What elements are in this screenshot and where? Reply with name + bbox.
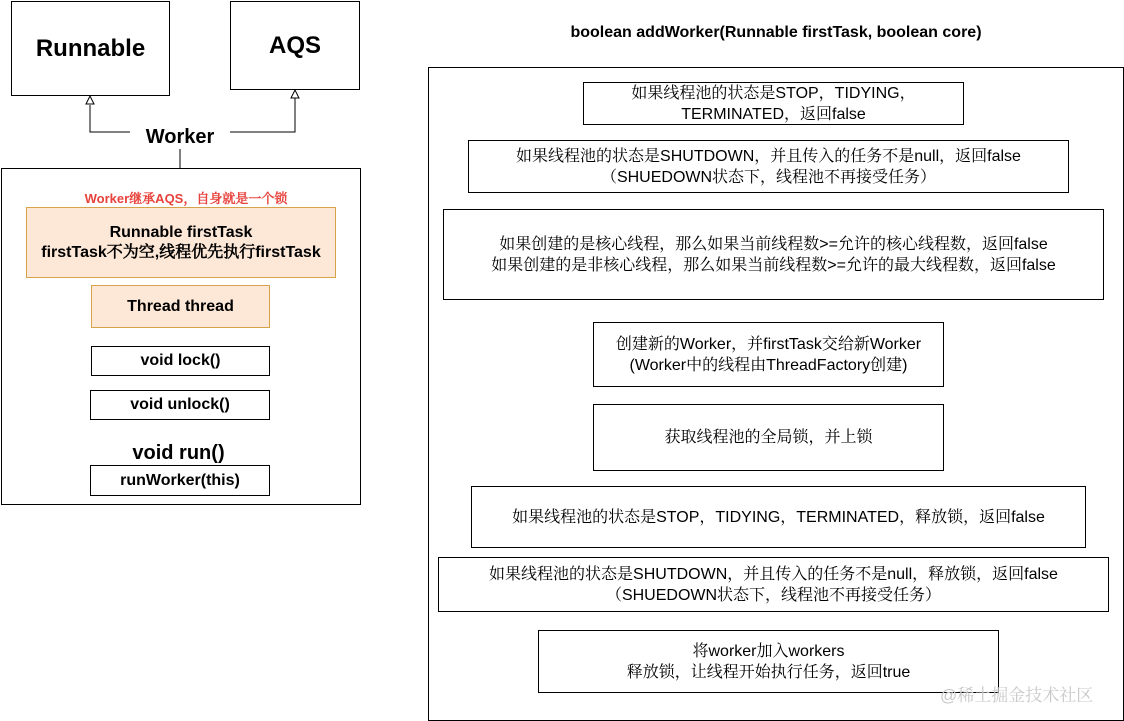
aqs-label: AQS [268, 31, 321, 59]
step-3-line-2: 如果创建的是非核心线程，那么如果当前线程数>=允许的最大线程数，返回false [491, 256, 1056, 274]
step-7-line-1: 如果线程池的状态是SHUTDOWN，并且传入的任务不是null，释放锁，返回false [489, 565, 1058, 583]
thread-field [91, 285, 270, 328]
lock-method [91, 346, 270, 376]
step-4-line-2: (Worker中的线程由ThreadFactory创建) [629, 356, 908, 374]
watermark: @稀土掘金技术社区 [940, 686, 1094, 705]
step-6-line-1: 如果线程池的状态是STOP，TIDYING，TERMINATED，释放锁，返回false [512, 508, 1045, 526]
aqs-class-box [230, 1, 360, 90]
step-4-line-1: 创建新的Worker，并firstTask交给新Worker [615, 335, 922, 353]
step-1-line-1: 如果线程池的状态是STOP，TIDYING， [631, 84, 916, 102]
runnable-class-box [11, 1, 170, 96]
step-5-box [593, 404, 944, 471]
run-method-title: void run() [132, 442, 225, 464]
inherit-arrow-aqs [291, 90, 299, 98]
run-worker-call [90, 465, 270, 496]
step-3-box [443, 209, 1104, 300]
step-2-line-2: （SHUEDOWN状态下，线程池不再接受任务） [600, 168, 937, 186]
worker-title: Worker [130, 126, 230, 149]
step-8-line-1: 将worker加入workers [692, 642, 845, 660]
step-1-line-2: TERMINATED，返回false [681, 105, 866, 123]
run-worker-label: runWorker(this) [120, 471, 240, 489]
worker-note: Worker继承AQS，自身就是一个锁 [84, 191, 288, 206]
inherit-arrow-runnable [86, 96, 94, 104]
step-5-line-1: 获取线程池的全局锁，并上锁 [664, 429, 873, 446]
step-6-box [471, 486, 1086, 548]
step-1-box [583, 82, 964, 125]
step-7-box [438, 557, 1109, 612]
add-worker-title: boolean addWorker(Runnable firstTask, boolean core) [570, 24, 982, 41]
unlock-label: void unlock() [130, 396, 230, 413]
step-2-box [468, 140, 1069, 193]
first-task-line-1: Runnable firstTask [109, 223, 253, 241]
thread-label: Thread thread [127, 297, 234, 315]
step-3-line-1: 如果创建的是核心线程，那么如果当前线程数>=允许的核心线程数，返回false [499, 235, 1048, 253]
step-4-box [593, 322, 944, 387]
runnable-label: Runnable [35, 34, 146, 62]
lock-label: void lock() [140, 352, 221, 369]
unlock-method [90, 390, 270, 420]
step-7-line-2: （SHUEDOWN状态下，线程池不再接受任务） [605, 586, 942, 604]
step-8-line-2: 释放锁，让线程开始执行任务，返回true [626, 663, 911, 681]
step-8-box [538, 630, 999, 693]
first-task-field [26, 207, 336, 278]
step-2-line-1: 如果线程池的状态是SHUTDOWN，并且传入的任务不是null，返回false [516, 147, 1021, 165]
first-task-line-2: firstTask不为空,线程优先执行firstTask [41, 243, 321, 261]
